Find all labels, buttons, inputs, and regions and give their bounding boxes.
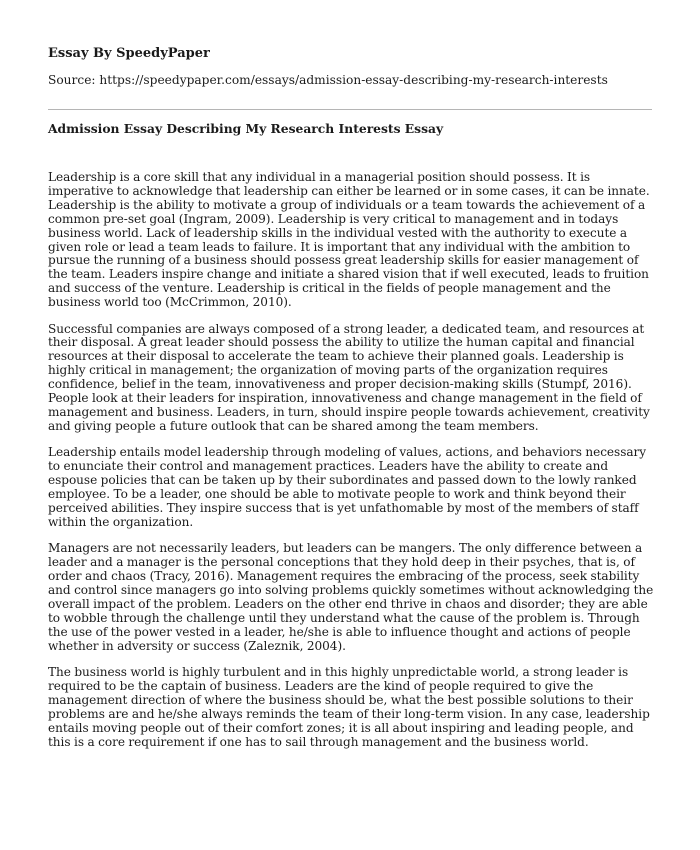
essay-body [48, 171, 654, 762]
essay-paragraph-1: Leadership is a core skill that any individual in a managerial position should possess. It is imperative to acknowledge that leadership can either be learned or in some cases, it can be innate. Leadership is the ability to motivate a group of individuals or a team towards the achievement of a common pre-set goal (Ingram, 2009). Leadership is very critical to management and in todays business world. Lack of leadership skills in the individual vested with the authority to execute a given role or lead a team leads to failure. It is important that any individual with the ambition to pursue the running of a business should possess great leadership skills for easier management of the team. Leaders inspire change and initiate a shared vision that if well executed, leads to fruition and success of the venture. Leadership is critical in the fields of people management and the business world too (McCrimmon, 2010). [48, 170, 650, 310]
header-divider [48, 109, 652, 110]
essay-paragraph-4: Managers are not necessarily leaders, but leaders can be mangers. The only difference between a leader and a manager is the personal conceptions that they hold deep in their psyches, that is, of order and chaos (Tracy, 2016). Management requires the embracing of the process, seek stability and control since managers go into solving problems quickly sometimes without acknowledging the overall impact of the problem. Leaders on the other end thrive in chaos and disorder; they are able to wobble through the challenge until they understand what the cause of the problem is. Through the use of the power vested in a leader, he/she is able to influence thought and actions of people whether in adversity or success (Zaleznik, 2004). [48, 541, 654, 653]
essay-title: Admission Essay Describing My Research Interests Essay [48, 121, 444, 136]
source-label: Source: [48, 73, 100, 87]
essay-paragraph-5: The business world is highly turbulent and in this highly unpredictable world, a strong leader is required to be the captain of business. Leaders are the kind of people required to give the management direction of where the business should be, what the best possible solutions to their problems are and he/she always reminds the team of their long-term vision. In any case, leadership entails moving people out of their comfort zones; it is all about inspiring and leading people, and this is a core requirement if one has to sail through management and the business world. [48, 665, 650, 749]
site-title: Essay By SpeedyPaper [48, 46, 210, 61]
essay-paragraph-3: Leadership entails model leadership through modeling of values, actions, and behaviors necessary to enunciate their control and management practices. Leaders have the ability to create and espouse policies that can be taken up by their subordinates and passed down to the lowly ranked employee. To be a leader, one should be able to motivate people to work and think beyond their perceived abilities. They inspire success that is yet unfathomable by most of the members of staff within the organization. [48, 445, 647, 529]
source-line [48, 73, 608, 87]
essay-paragraph-2: Successful companies are always composed of a strong leader, a dedicated team, and resources at their disposal. A great leader should possess the ability to utilize the human capital and financial resources at their disposal to accelerate the team to achieve their planned goals. Leadership is highly critical in management; the organization of moving parts of the organization requires confidence, belief in the team, innovativeness and proper decision-making skills (Stumpf, 2016). People look at their leaders for inspiration, innovativeness and change management in the field of management and business. Leaders, in turn, should inspire people towards achievement, creativity and giving people a future outlook that can be shared among the team members. [48, 321, 650, 433]
source-url: https://speedypaper.com/essays/admission-essay-describing-my-research-interests [99, 73, 608, 87]
